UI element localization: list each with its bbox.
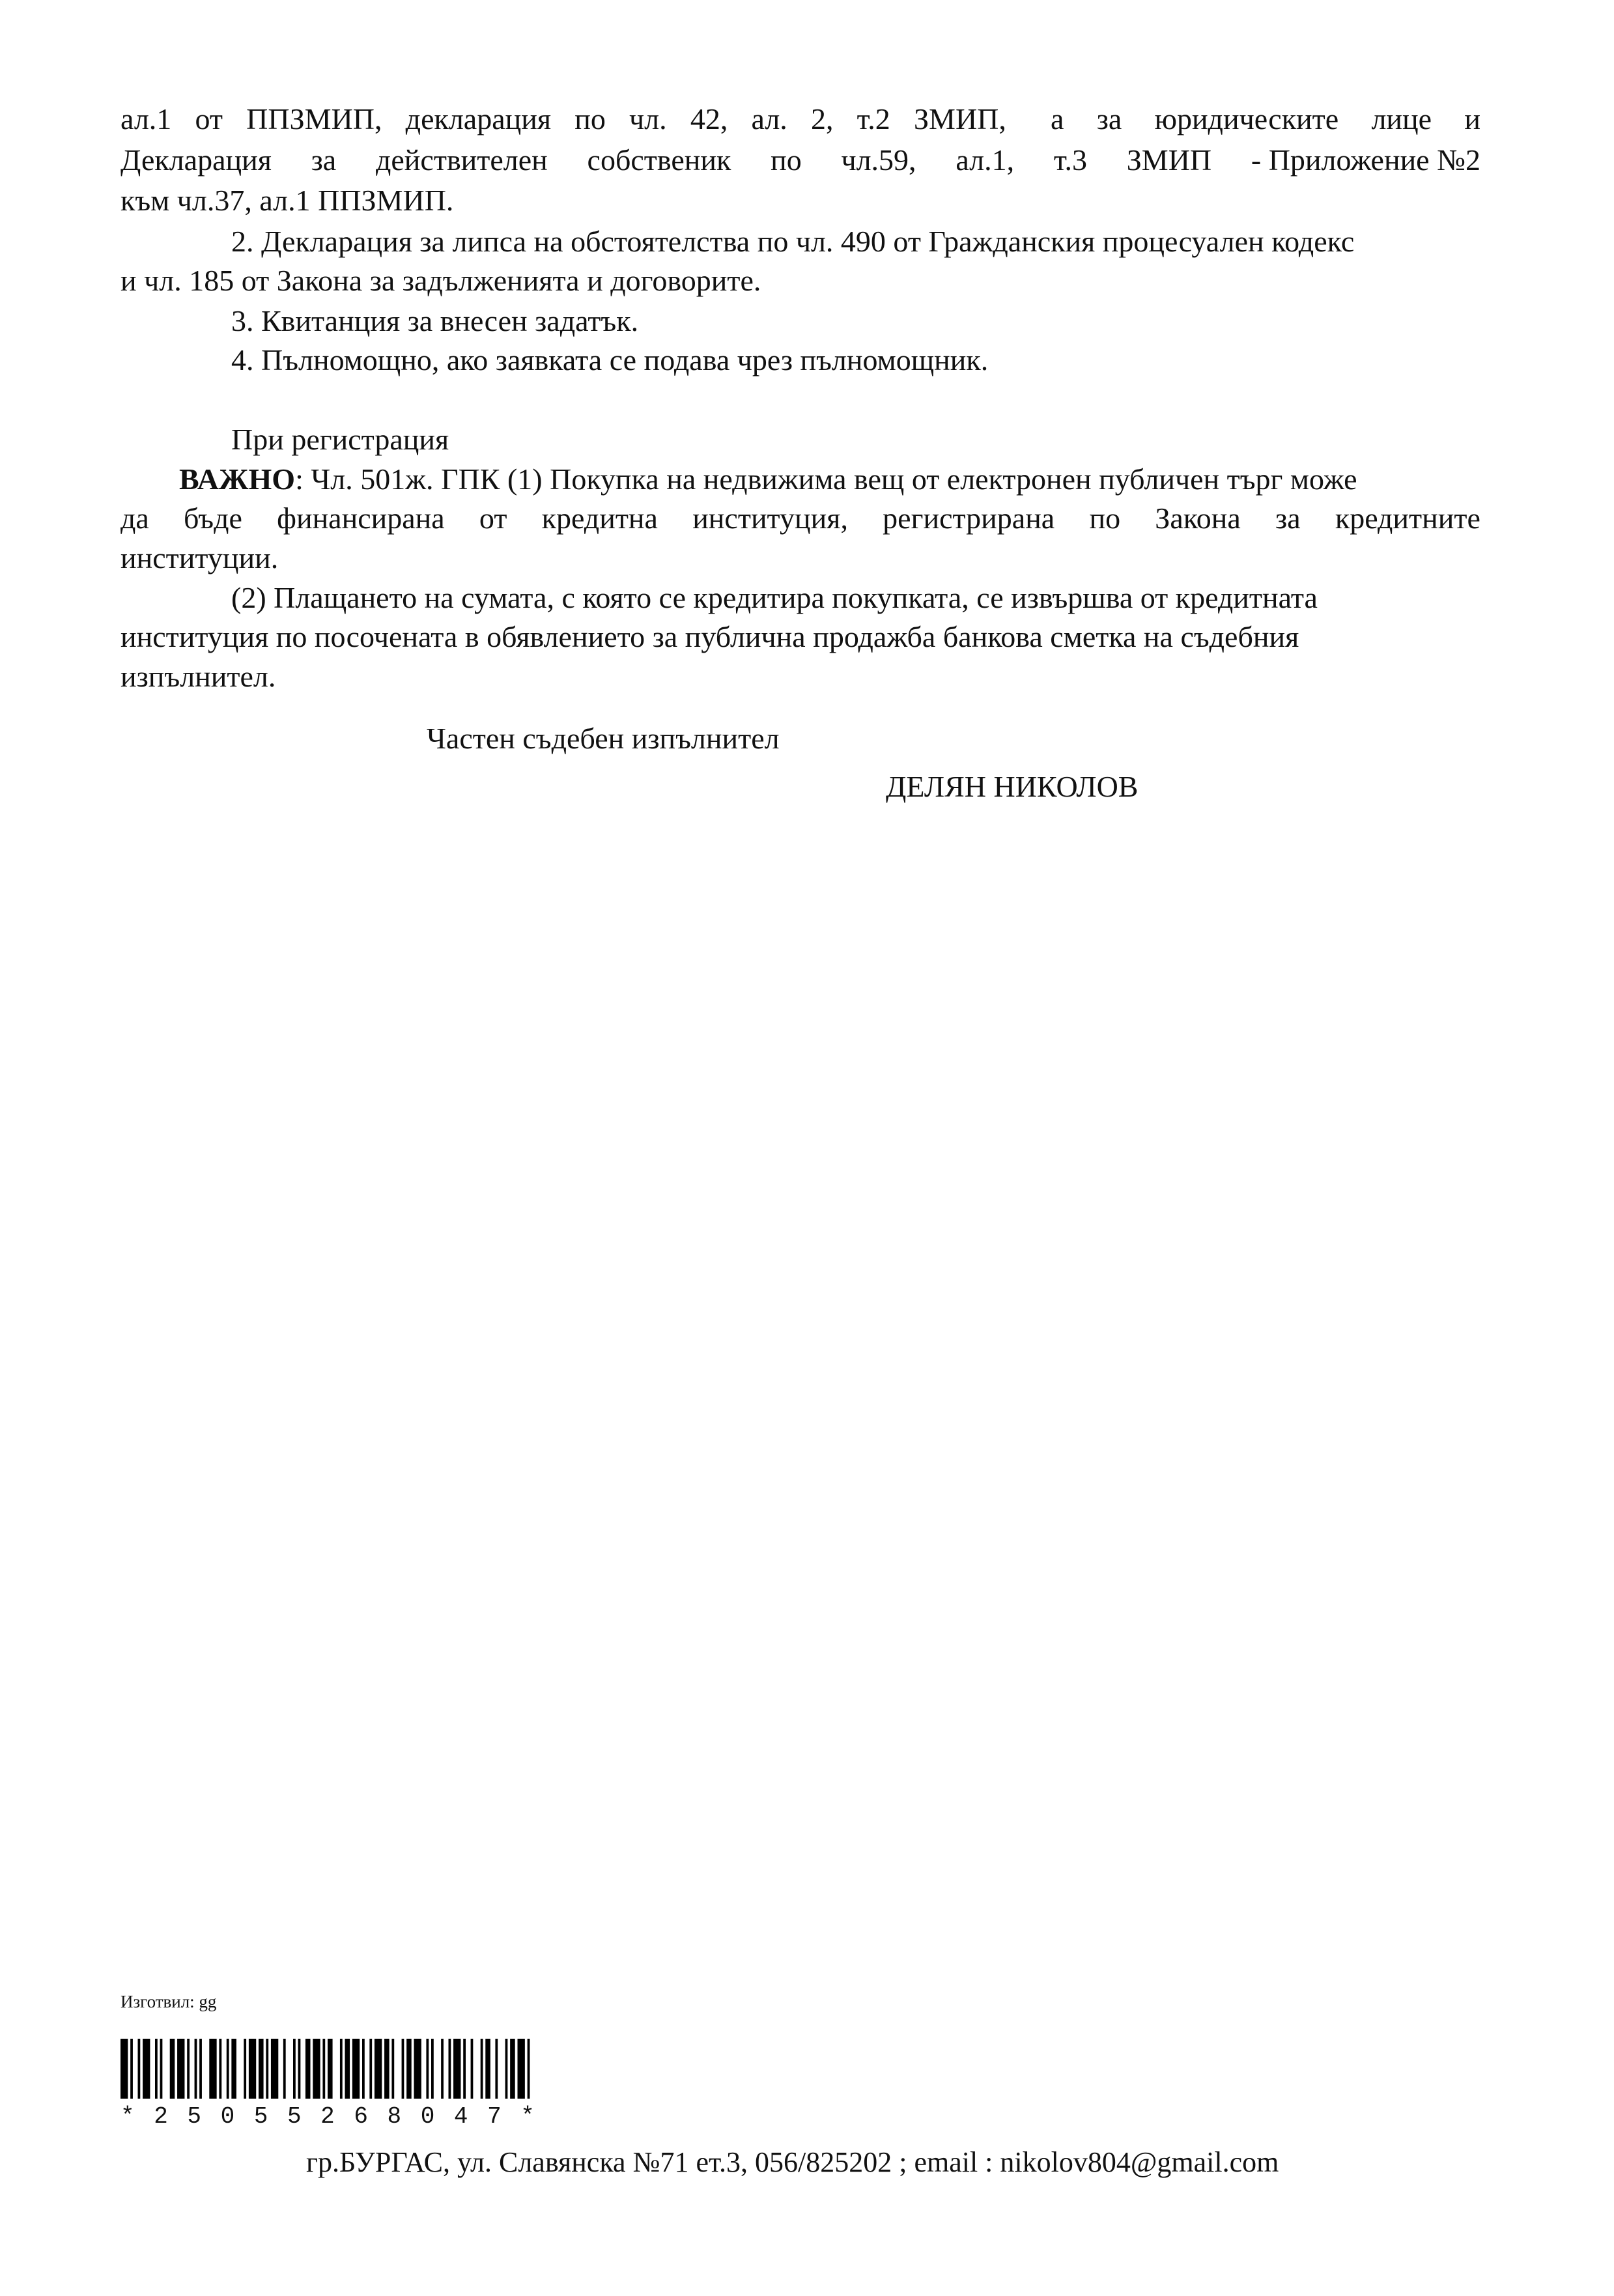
text-line-3: към чл.37, ал.1 ППЗМИП. — [120, 184, 454, 217]
paragraph-2-line-3: изпълнител. — [120, 660, 276, 693]
list-item-4: 4. Пълномощно, ако заявката се подава чрез пълномощник. — [231, 343, 989, 376]
text-line-2: Декларация за действителен собственик по чл.59, ал.1, т.3 ЗМИП - Приложение №2 — [120, 143, 1480, 177]
important-line-3: институции. — [120, 541, 279, 574]
barcode-number: * 2 5 0 5 5 2 6 8 0 4 7 * — [120, 2103, 535, 2130]
paragraph-2-line-1: (2) Плащането на сумата, с която се кредитира покупката, се извършва от кредитната — [231, 581, 1318, 614]
footer-address: гр.БУРГАС, ул. Славянска №71 ет.3, 056/825202 ; email : nikolov804@gmail.com — [306, 2146, 1279, 2178]
important-line-2: да бъде финансирана от кредитна институция, регистрирана по Закона за кредитните — [120, 502, 1480, 535]
list-item-3: 3. Квитанция за внесен задатък. — [231, 304, 639, 337]
list-item-2-line-2: и чл. 185 от Закона за задълженията и договорите. — [120, 264, 761, 297]
registration-heading: При регистрация — [231, 423, 449, 456]
text-line-1 — [120, 104, 1480, 134]
signature-title: Частен съдебен изпълнител — [427, 722, 780, 755]
prepared-by: Изготвил: gg — [120, 1992, 217, 2011]
line-1-right: а за юридическите лице и — [1051, 102, 1480, 135]
line-1-left: ал.1 от ППЗМИП, декларация по чл. 42, ал. 2, т.2 ЗМИП, — [120, 102, 1006, 135]
paragraph-2-line-2: институция по посочената в обявлението за публична продажба банкова сметка на съдебния — [120, 620, 1299, 653]
important-text: : Чл. 501ж. ГПК (1) Покупка на недвижима вещ от електронен публичен търг може — [295, 462, 1357, 496]
barcode — [120, 2039, 535, 2099]
important-line-1 — [179, 464, 1357, 494]
signature-name: ДЕЛЯН НИКОЛОВ — [886, 770, 1139, 803]
list-item-2-line-1: 2. Декларация за липса на обстоятелства по чл. 490 от Гражданския процесуален кодекс — [231, 225, 1355, 258]
important-label: ВАЖНО — [179, 462, 296, 496]
